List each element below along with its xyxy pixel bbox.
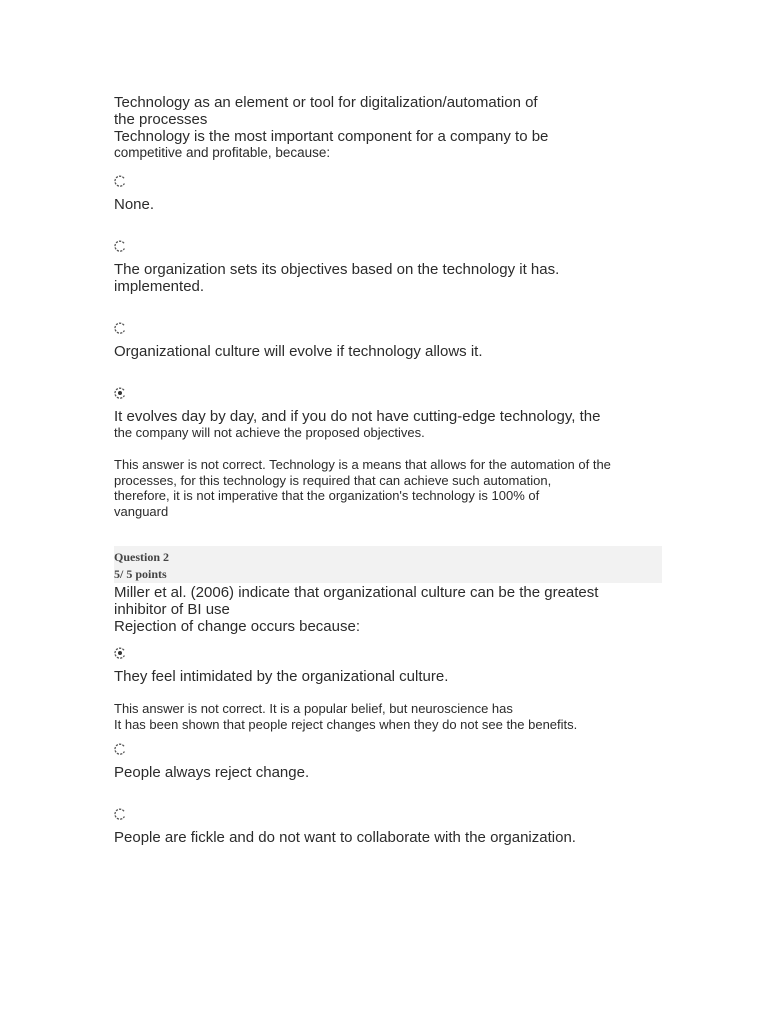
question-2-title: Question 2 bbox=[114, 550, 170, 564]
option-label: the company will not achieve the proposed objectives. bbox=[114, 425, 425, 440]
radio-unselected-icon[interactable] bbox=[114, 240, 126, 252]
question-2-option-a[interactable] bbox=[114, 647, 448, 685]
question-2-feedback bbox=[114, 701, 577, 732]
question-1-option-b[interactable] bbox=[114, 240, 559, 295]
question-1-option-d[interactable] bbox=[114, 387, 600, 441]
question-1-stem-line: Technology as an element or tool for digitalization/automation of bbox=[114, 94, 538, 111]
option-label: Organizational culture will evolve if technology allows it. bbox=[114, 343, 483, 360]
option-label: It evolves day by day, and if you do not have cutting-edge technology, the bbox=[114, 408, 601, 425]
radio-unselected-icon[interactable] bbox=[114, 322, 126, 334]
radio-unselected-icon[interactable] bbox=[114, 808, 126, 820]
feedback-line: It has been shown that people reject changes when they do not see the benefits. bbox=[114, 716, 578, 732]
question-2-stem-line: Miller et al. (2006) indicate that organizational culture can be the greatest bbox=[114, 584, 599, 601]
question-1-option-c[interactable] bbox=[114, 322, 483, 360]
question-2-header bbox=[114, 546, 662, 583]
feedback-line: This answer is not correct. It is a popular belief, but neuroscience has bbox=[114, 701, 513, 716]
option-label: People always reject change. bbox=[114, 764, 310, 781]
feedback-line: vanguard bbox=[114, 503, 169, 519]
feedback-line: processes, for this technology is required that can achieve such automation, bbox=[114, 472, 552, 488]
question-2-stem-line: inhibitor of BI use bbox=[114, 601, 230, 618]
option-label: They feel intimidated by the organizational culture. bbox=[114, 668, 449, 685]
question-2-stem-line: Rejection of change occurs because: bbox=[114, 618, 360, 635]
option-label: People are fickle and do not want to collaborate with the organization. bbox=[114, 829, 576, 846]
question-2-points: 5/ 5 points bbox=[114, 567, 167, 581]
option-label: The organization sets its objectives based on the technology it has. bbox=[114, 261, 560, 278]
question-1-stem-line: the processes bbox=[114, 111, 208, 128]
feedback-line: therefore, it is not imperative that the organization's technology is 100% of bbox=[114, 488, 540, 503]
question-1-stem bbox=[114, 94, 548, 161]
radio-selected-icon[interactable] bbox=[114, 387, 126, 399]
option-label: None. bbox=[114, 196, 155, 213]
question-1-feedback bbox=[114, 457, 611, 519]
question-1-stem-line: competitive and profitable, because: bbox=[114, 145, 331, 160]
radio-selected-icon[interactable] bbox=[114, 647, 126, 659]
radio-unselected-icon[interactable] bbox=[114, 743, 126, 755]
question-1-option-a[interactable] bbox=[114, 175, 154, 213]
feedback-line: This answer is not correct. Technology is a means that allows for the automation of the bbox=[114, 457, 611, 472]
radio-unselected-icon[interactable] bbox=[114, 175, 126, 187]
question-2-option-c[interactable] bbox=[114, 808, 576, 846]
question-2-option-b[interactable] bbox=[114, 743, 309, 781]
option-label: implemented. bbox=[114, 278, 205, 295]
question-2-stem bbox=[114, 584, 598, 635]
question-1-stem-line: Technology is the most important component for a company to be bbox=[114, 128, 549, 145]
